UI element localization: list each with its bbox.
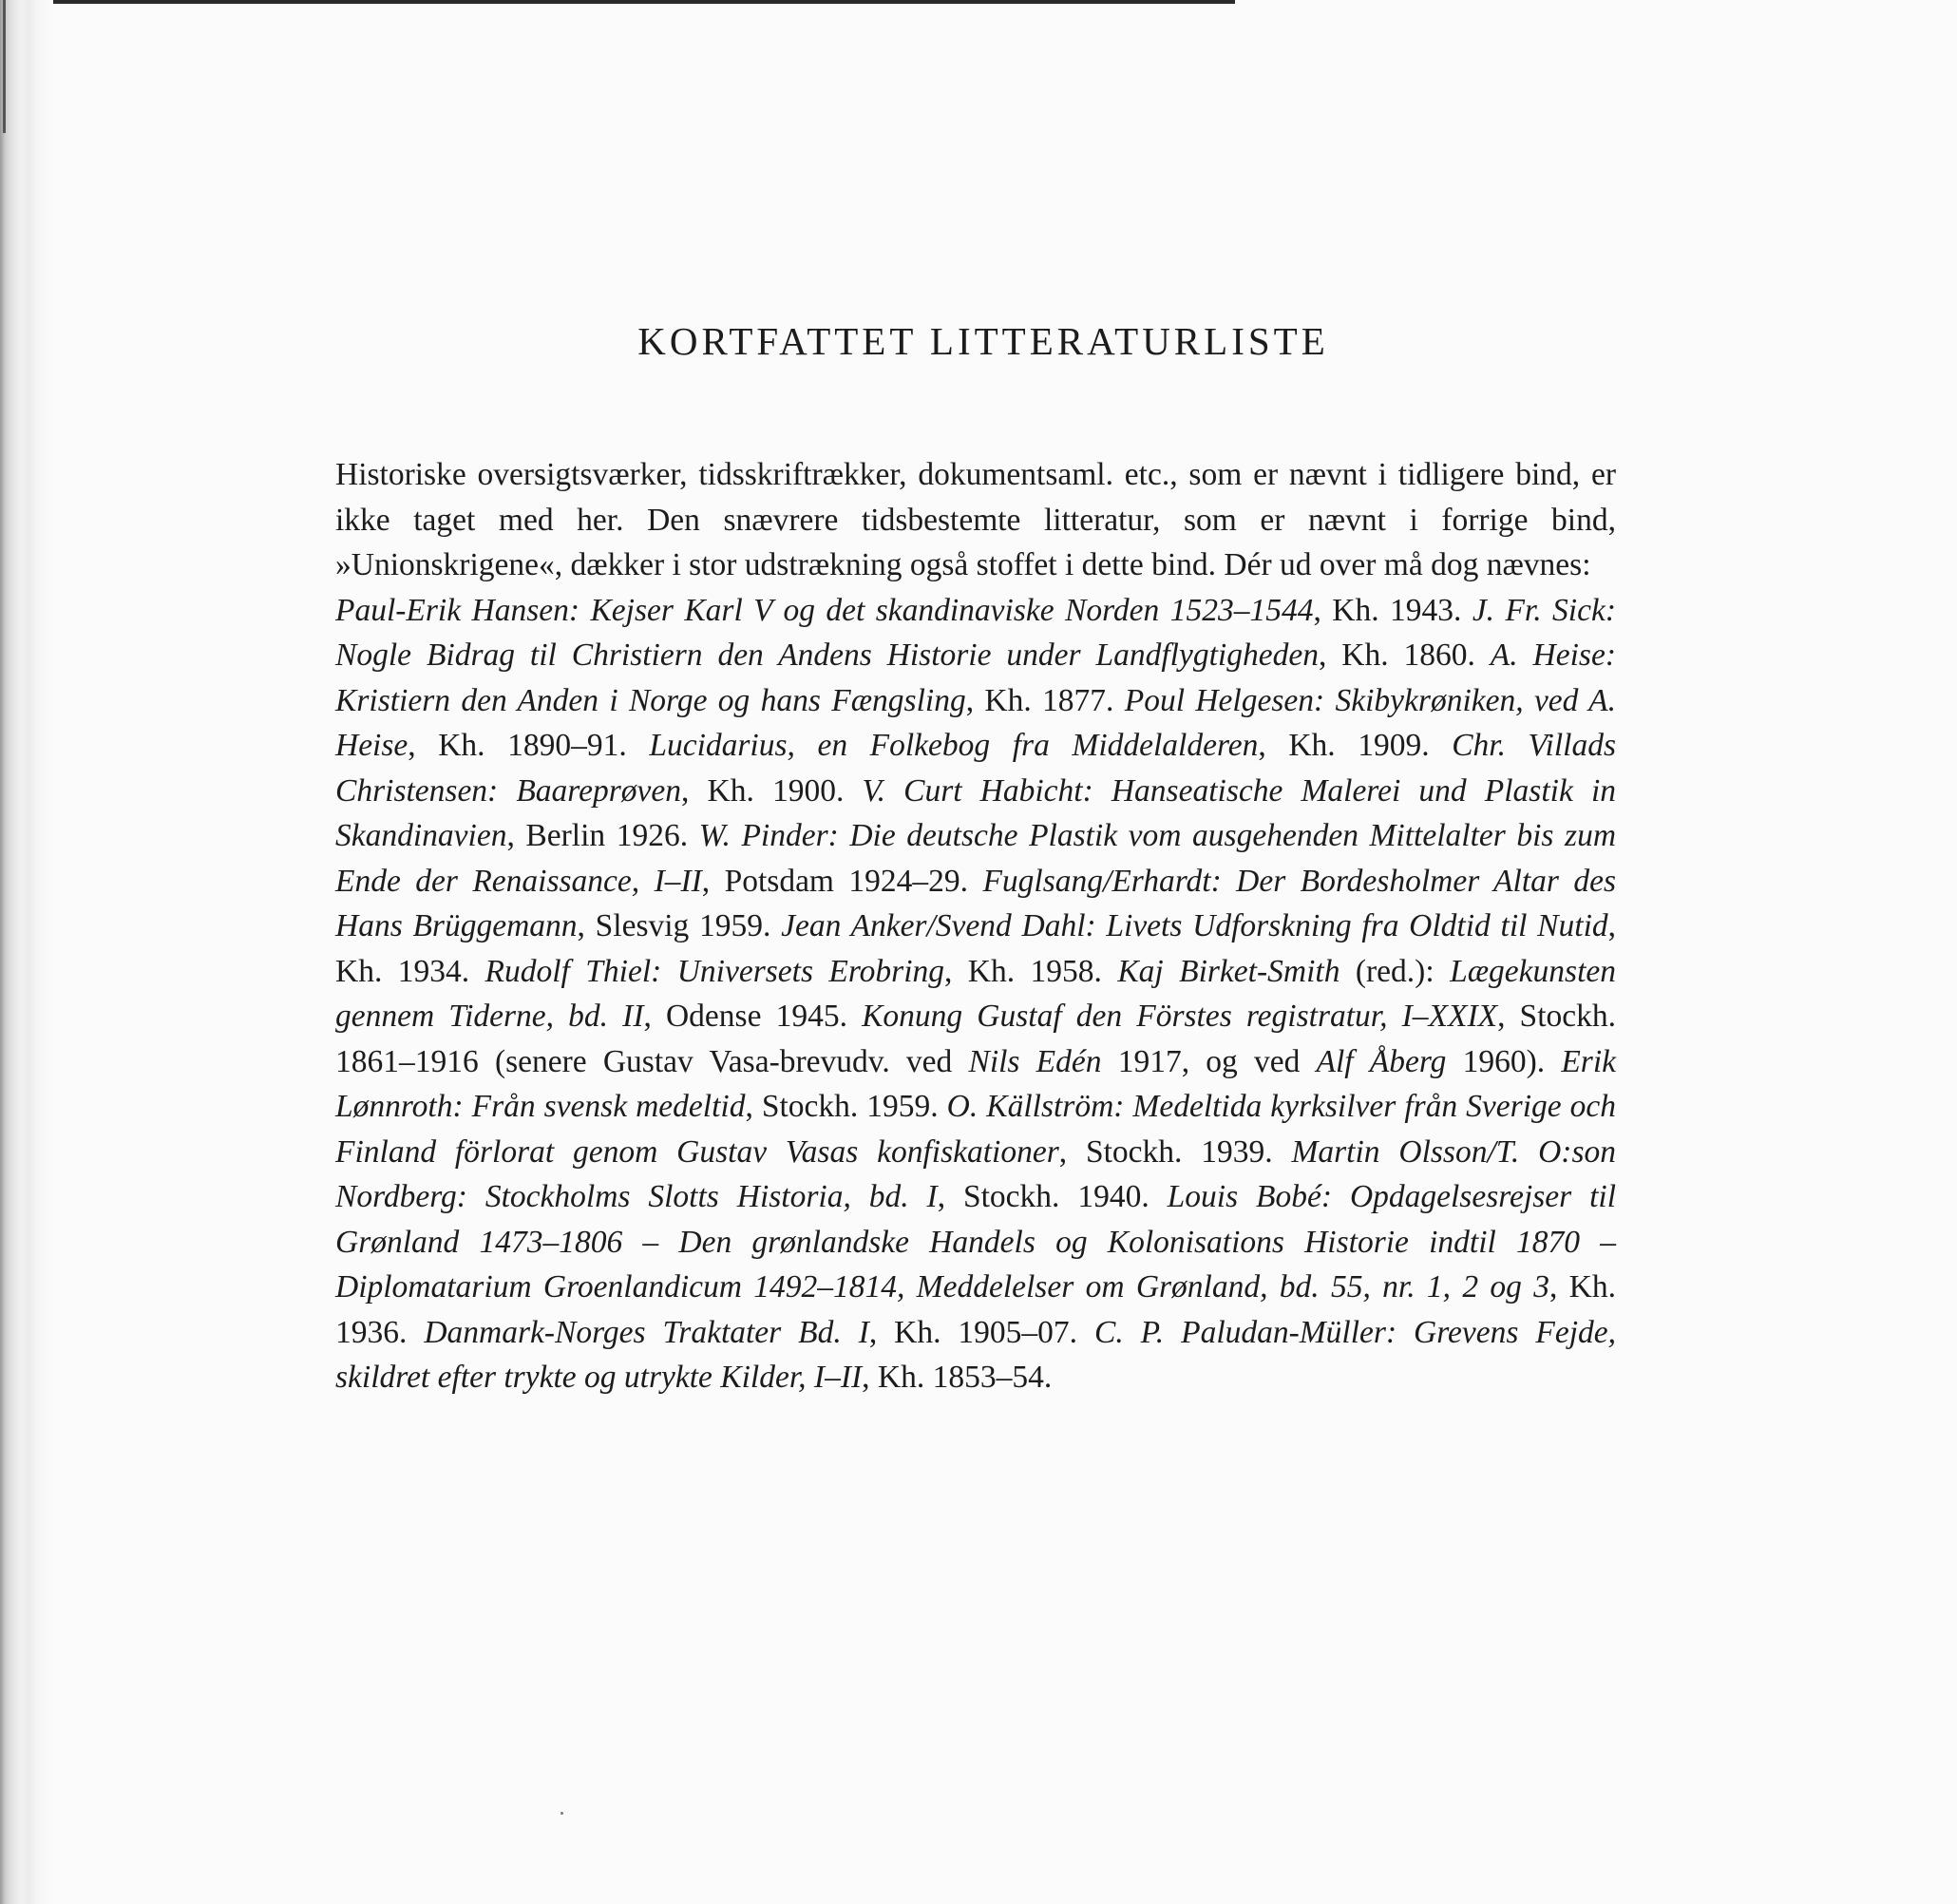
intro-paragraph: Historiske oversigtsværker, tidsskriftrækker, dokumentsaml. etc., som er nævnt i tidligere bind, er ikke taget med her. Den snævrere tidsbestemte litteratur, som er nævnt i forrige bind, »Unionskrigene«, dækker i stor udstrækning også stoffet i dette bind. Dér ud over må dog nævnes: bbox=[335, 457, 1616, 582]
bibliography-publication-info: , Kh. 1860. bbox=[1318, 638, 1491, 673]
bibliography-title: A. Heise: Kristiern den Anden i Norge og hans Fængsling bbox=[335, 638, 1616, 718]
binding-shadow-line bbox=[3, 0, 6, 133]
bibliography-title: Fuglsang/Erhardt: Der Bordesholmer Altar des Hans Brüggemann bbox=[335, 863, 1616, 943]
page-title: KORTFATTET LITTERATURLISTE bbox=[637, 319, 1329, 363]
bibliography-publication-info: , Berlin 1926. bbox=[506, 818, 699, 853]
bibliography-publication-info: 1960). bbox=[1446, 1043, 1562, 1079]
bibliography-title: Jean Anker/Svend Dahl: Livets Udforskning fra Oldtid til Nutid bbox=[781, 908, 1608, 943]
bibliography-publication-info: , Kh. 1905–07. bbox=[868, 1314, 1094, 1350]
bibliography-title: W. Pinder: Die deutsche Plastik vom ausgehenden Mittelalter bis zum Ende der Renaissance, I–II bbox=[335, 818, 1617, 899]
bibliography-publication-info: , Kh. 1934. bbox=[335, 908, 1617, 989]
bibliography-title: Nils Edén bbox=[968, 1043, 1102, 1079]
bibliography-title: Erik Lønnroth: Från svensk medeltid bbox=[335, 1043, 1617, 1124]
bibliography-publication-info: , Kh. 1958. bbox=[944, 953, 1118, 989]
bibliography-publication-info: , Odense 1945. bbox=[643, 999, 863, 1034]
bibliography-publication-info: , Potsdam 1924–29. bbox=[701, 863, 983, 899]
page-top-edge bbox=[0, 0, 1235, 4]
bibliography-publication-info: , Stockh. 1939. bbox=[1058, 1133, 1292, 1170]
bibliography-publication-info: , Stockh. 1940. bbox=[937, 1179, 1168, 1214]
bibliography-title: Martin Olsson/T. O:son Nordberg: Stockholms Slotts Historia, bd. I bbox=[335, 1133, 1616, 1214]
bibliography-publication-info: , Kh. 1909. bbox=[1258, 728, 1453, 763]
bibliography-title: Poul Helgesen: Skibykrøniken, ved A. Heise bbox=[335, 682, 1616, 763]
bibliography-publication-info: , Kh. 1900. bbox=[681, 772, 863, 809]
literature-list-text bbox=[335, 452, 1616, 1400]
bibliography-publication-info: (red.): bbox=[1340, 953, 1451, 989]
book-binding-gutter bbox=[0, 0, 53, 1904]
bibliography-publication-info: , Stockh. 1959. bbox=[745, 1089, 947, 1124]
bibliography-title: Lucidarius, en Folkebog fra Middelalderen bbox=[649, 728, 1259, 763]
bibliography-publication-info: , Kh. 1853–54. bbox=[862, 1360, 1053, 1395]
bibliography-publication-info: , Slesvig 1959. bbox=[577, 908, 782, 943]
bibliography-title: Kaj Birket-Smith bbox=[1117, 953, 1340, 989]
page-speck bbox=[560, 1812, 563, 1815]
bibliography-publication-info: 1917, og ved bbox=[1101, 1043, 1317, 1079]
bibliography-publication-info: , Kh. 1877. bbox=[965, 682, 1125, 718]
bibliography-title: C. P. Paludan-Müller: Grevens Fejde, skildret efter trykte og utrykte Kilder, I–II bbox=[335, 1314, 1617, 1395]
bibliography-title: V. Curt Habicht: Hanseatische Malerei und Plastik in Skandinavien bbox=[335, 772, 1616, 853]
bibliography-entries bbox=[335, 593, 1616, 1396]
bibliography-publication-info: , Stockh. 1861–1916 (senere Gustav Vasa-brevudv. ved bbox=[335, 999, 1616, 1079]
bibliography-publication-info: , Kh. 1890–91. bbox=[408, 728, 650, 763]
bibliography-title: J. Fr. Sick: Nogle Bidrag til Christiern den Andens Historie under Landflygtigheden bbox=[335, 592, 1617, 673]
bibliography-title: Danmark-Norges Traktater Bd. I bbox=[424, 1314, 869, 1350]
bibliography-title: Paul-Erik Hansen: Kejser Karl V og det skandinaviske Norden 1523–1544 bbox=[335, 592, 1314, 628]
bibliography-title: Chr. Villads Christensen: Baareprøven bbox=[335, 728, 1616, 809]
bibliography-title: Lægekunsten gennem Tiderne, bd. II bbox=[335, 953, 1616, 1034]
bibliography-title: Rudolf Thiel: Universets Erobring bbox=[484, 953, 944, 989]
bibliography-title: O. Källström: Medeltida kyrksilver från Sverige och Finland förlorat genom Gustav Vasas konfiskationer bbox=[335, 1089, 1617, 1170]
bibliography-title: Konung Gustaf den Förstes registratur, I–XXIX bbox=[862, 999, 1498, 1034]
bibliography-publication-info: , Kh. 1936. bbox=[335, 1269, 1616, 1350]
bibliography-title: Alf Åberg bbox=[1316, 1043, 1447, 1079]
bibliography-publication-info: , Kh. 1943. bbox=[1313, 592, 1472, 628]
bibliography-title: Louis Bobé: Opdagelsesrejser til Grønland 1473–1806 – Den grønlandske Handels og Kolonisations Historie indtil 1870 – Diplomatarium Groenlandicum 1492–1814, Meddelelser om Grønland, bd. 55, nr. 1, 2 og 3 bbox=[335, 1179, 1617, 1304]
